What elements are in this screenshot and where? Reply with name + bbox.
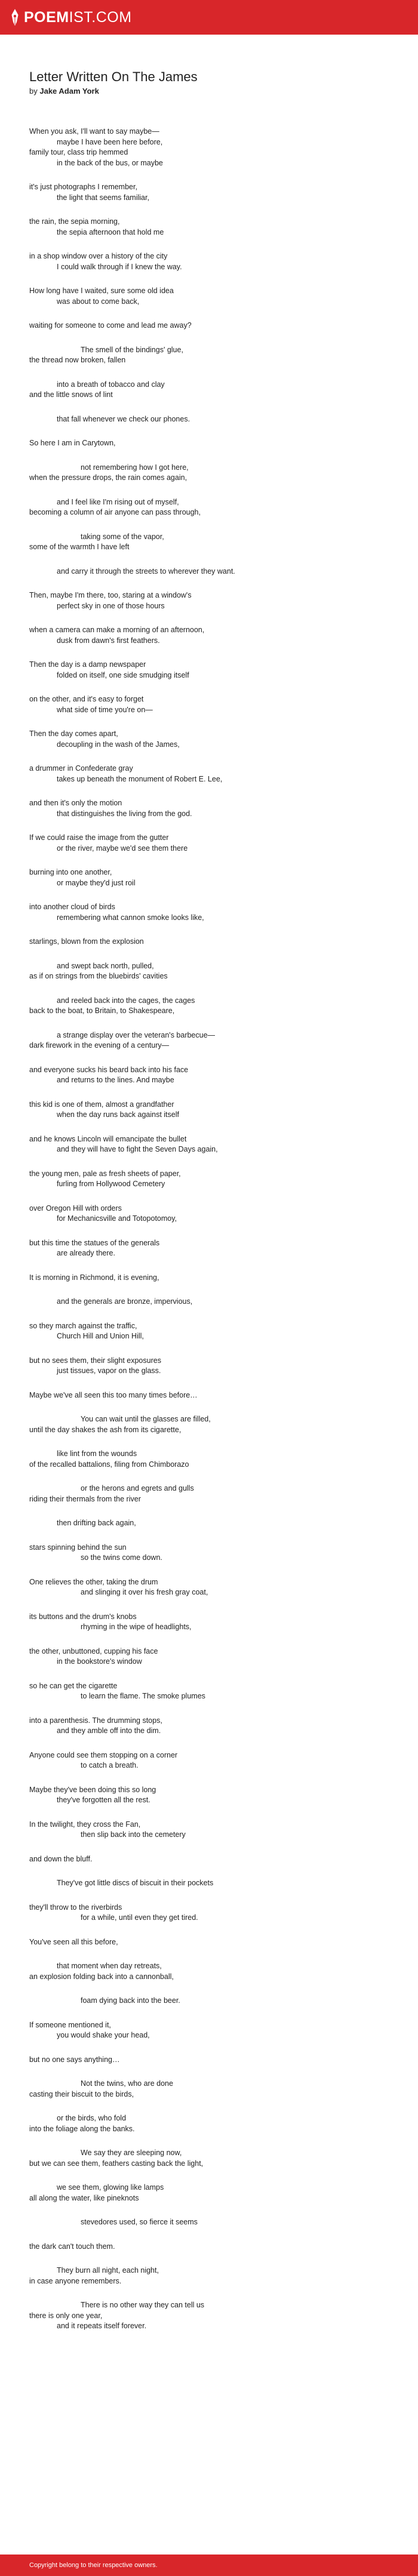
poem-line: and reeled back into the cages, the cages xyxy=(57,996,195,1005)
logo-bold: POEM xyxy=(24,8,69,26)
poem-line: It is morning in Richmond, it is evening, xyxy=(29,1273,159,1282)
poem-line: the other, unbuttoned, cupping his face xyxy=(29,1646,158,1655)
poem-stanza xyxy=(29,764,399,784)
stanza-gap xyxy=(29,238,399,251)
poem-line: You've seen all this before, xyxy=(29,1937,118,1946)
poem-line: In the twilight, they cross the Fan, xyxy=(29,1820,141,1829)
poem-stanza xyxy=(29,937,399,947)
stanza-gap xyxy=(29,1923,399,1937)
poem-line: When you ask, I'll want to say maybe— xyxy=(29,127,159,136)
poem-line: or the herons and egrets and gulls xyxy=(81,1484,194,1492)
poem-stanza xyxy=(29,1854,399,1865)
poem-line: there is only one year, xyxy=(29,2311,103,2320)
poem-stanza xyxy=(29,1449,399,1470)
poem-stanza xyxy=(29,729,399,750)
stanza-gap xyxy=(29,854,399,867)
poem-line: but no one says anything… xyxy=(29,2055,120,2064)
poem-line: but this time the statues of the generals xyxy=(29,1238,160,1247)
poem-stanza xyxy=(29,996,399,1017)
poem-stanza xyxy=(29,1030,399,1051)
poem-line: for a while, until even they get tired. xyxy=(81,1913,198,1922)
stanza-gap xyxy=(29,2252,399,2266)
poem-stanza xyxy=(29,127,399,168)
poem-body xyxy=(29,127,399,2332)
stanza-gap xyxy=(29,2065,399,2079)
poem-line: when the day runs back against itself xyxy=(57,1110,179,1119)
poem-line: Church Hill and Union Hill, xyxy=(57,1332,144,1340)
poem-line: but no sees them, their slight exposures xyxy=(29,1356,161,1365)
poem-title: Letter Written On The James xyxy=(29,69,198,84)
poem-line: burning into one another, xyxy=(29,868,112,876)
poem-stanza xyxy=(29,463,399,484)
logo-wordmark xyxy=(24,9,132,26)
poem-line: starlings, blown from the explosion xyxy=(29,937,144,946)
poem-line: all along the water, like pineknots xyxy=(29,2193,139,2202)
stanza-gap xyxy=(29,2006,399,2020)
author-link[interactable]: Jake Adam York xyxy=(39,87,99,96)
poem-line: it's just photographs I remember, xyxy=(29,183,137,191)
poem-line: a drummer in Confederate gray xyxy=(29,764,133,773)
poem-line: Anyone could see them stopping on a corner xyxy=(29,1750,178,1759)
logo-light: IST.COM xyxy=(69,8,132,26)
stanza-gap xyxy=(29,1889,399,1903)
poem-line: dark firework in the evening of a century— xyxy=(29,1041,170,1050)
stanza-gap xyxy=(29,1864,399,1878)
poem-line: Maybe we've all seen this too many times before… xyxy=(29,1390,198,1399)
poem-line: Then, maybe I'm there, too, staring at a window's xyxy=(29,591,192,599)
poem-line: and down the bluff. xyxy=(29,1854,93,1863)
poem-stanza xyxy=(29,497,399,518)
poem-line: as if on strings from the bluebirds' cavities xyxy=(29,972,168,980)
stanza-gap xyxy=(29,553,399,567)
poem-stanza xyxy=(29,1297,399,1307)
stanza-gap xyxy=(29,982,399,996)
poem-line: the young men, pale as fresh sheets of paper, xyxy=(29,1169,181,1178)
poem-line: waiting for someone to come and lead me away? xyxy=(29,321,192,330)
poem-line: and they will have to fight the Seven Days again, xyxy=(57,1145,218,1153)
stanza-gap xyxy=(29,1947,399,1961)
poem-line: not remembering how I got here, xyxy=(81,463,189,472)
poem-stanza xyxy=(29,694,399,715)
stanza-gap xyxy=(29,401,399,414)
poem-line: riding their thermals from the river xyxy=(29,1494,141,1503)
poem-line: they've forgotten all the rest. xyxy=(57,1796,150,1804)
stanza-gap xyxy=(29,1086,399,1100)
poem-line: that moment when day retreats, xyxy=(57,1962,162,1970)
stanza-gap xyxy=(29,1155,399,1169)
poem-line: that distinguishes the living from the god. xyxy=(57,809,192,818)
poem-line: and they amble off into the dim. xyxy=(57,1726,161,1735)
poem-line: They've got little discs of biscuit in their pockets xyxy=(57,1879,214,1887)
poem-stanza xyxy=(29,660,399,681)
poem-line: so they march against the traffic, xyxy=(29,1321,137,1330)
poem-stanza xyxy=(29,902,399,923)
stanza-gap xyxy=(29,1121,399,1134)
poem-line: casting their biscuit to the birds, xyxy=(29,2089,134,2098)
poem-line: when the pressure drops, the rain comes again, xyxy=(29,473,188,482)
poem-stanza xyxy=(29,1134,399,1155)
poem-line: remembering what cannon smoke looks like, xyxy=(57,913,204,922)
stanza-gap xyxy=(29,1224,399,1238)
poem-stanza xyxy=(29,2300,399,2332)
poem-line: into a parenthesis. The drumming stops, xyxy=(29,1716,162,1725)
poem-line: and slinging it over his fresh gray coat, xyxy=(81,1588,208,1596)
poem-line: some of the warmth I have left xyxy=(29,543,130,551)
poem-line: into a breath of tobacco and clay xyxy=(57,380,165,389)
poem-stanza xyxy=(29,414,399,425)
poem-stanza xyxy=(29,1204,399,1224)
poem-line: just tissues, vapor on the glass. xyxy=(57,1367,161,1375)
poem-stanza xyxy=(29,1646,399,1667)
poem-line: of the recalled battalions, filing from Chimborazo xyxy=(29,1460,189,1469)
poem-stanza xyxy=(29,217,399,238)
poem-line: If we could raise the image from the gutter xyxy=(29,833,169,842)
poem-stanza xyxy=(29,2217,399,2228)
poem-stanza xyxy=(29,286,399,307)
poem-line: in the back of the bus, or maybe xyxy=(57,158,163,167)
poem-stanza xyxy=(29,380,399,401)
stanza-gap xyxy=(29,2041,399,2055)
stanza-gap xyxy=(29,784,399,798)
poem-stanza xyxy=(29,590,399,611)
poem-stanza xyxy=(29,1414,399,1435)
poem-stanza xyxy=(29,182,399,203)
poem-stanza xyxy=(29,1785,399,1806)
site-logo[interactable] xyxy=(11,8,132,26)
stanza-gap xyxy=(29,1737,399,1750)
poem-line: but we can see them, feathers casting back the light, xyxy=(29,2159,204,2168)
poem-line: Then the day is a damp newspaper xyxy=(29,660,146,669)
poem-line: the dark can't touch them. xyxy=(29,2242,115,2251)
poem-line: If someone mentioned it, xyxy=(29,2020,111,2029)
poem-line: the rain, the sepia morning, xyxy=(29,217,120,226)
poem-line: family tour, class trip hemmed xyxy=(29,148,128,156)
poem-stanza xyxy=(29,1238,399,1259)
poem-line: on the other, and it's easy to forget xyxy=(29,695,144,703)
poem-stanza xyxy=(29,438,399,449)
poem-stanza xyxy=(29,1681,399,1702)
stanza-gap xyxy=(29,366,399,380)
poem-line: for Mechanicsville and Totopotomoy, xyxy=(57,1214,177,1223)
stanza-gap xyxy=(29,1529,399,1543)
stanza-gap xyxy=(29,484,399,497)
stanza-gap xyxy=(29,307,399,321)
poem-line: I could walk through if I knew the way. xyxy=(57,262,182,271)
site-footer xyxy=(0,2555,418,2576)
poem-line: an explosion folding back into a cannonball, xyxy=(29,1972,174,1981)
stanza-gap xyxy=(29,2203,399,2217)
poem-line: they'll throw to the riverbirds xyxy=(29,1903,122,1912)
poem-stanza xyxy=(29,1518,399,1529)
poem-line: a strange display over the veteran's barbecue— xyxy=(57,1030,216,1039)
poem-line: or maybe they'd just roil xyxy=(57,878,136,887)
stanza-gap xyxy=(29,819,399,833)
poem-stanza xyxy=(29,867,399,888)
stanza-gap xyxy=(29,1283,399,1297)
stanza-gap xyxy=(29,2228,399,2242)
poem-line: or the birds, who fold xyxy=(57,2114,127,2122)
poem-line: so he can get the cigarette xyxy=(29,1681,118,1690)
poem-line: takes up beneath the monument of Robert E. Lee, xyxy=(57,774,223,783)
stanza-gap xyxy=(29,1259,399,1273)
poem-line: decoupling in the wash of the James, xyxy=(57,740,180,749)
poem-line: Then the day comes apart, xyxy=(29,730,118,738)
poem-stanza xyxy=(29,2266,399,2286)
stanza-gap xyxy=(29,1667,399,1681)
poem-stanza xyxy=(29,1065,399,1086)
poem-stanza xyxy=(29,2148,399,2169)
poem-line: over Oregon Hill with orders xyxy=(29,1204,122,1212)
stanza-gap xyxy=(29,1470,399,1484)
poem-line: maybe I have been here before, xyxy=(57,137,163,146)
poem-stanza xyxy=(29,1273,399,1284)
poem-line: back to the boat, to Britain, to Shakespeare, xyxy=(29,1007,175,1015)
poem-stanza xyxy=(29,567,399,577)
poem-line: you would shake your head, xyxy=(57,2031,150,2039)
poem-line: So here I am in Carytown, xyxy=(29,439,116,447)
poem-line: foam dying back into the beer. xyxy=(81,1996,180,2005)
stanza-gap xyxy=(29,1982,399,1996)
poem-stanza xyxy=(29,2020,399,2041)
poem-stanza xyxy=(29,961,399,982)
stanza-gap xyxy=(29,449,399,463)
poem-line: like lint from the wounds xyxy=(57,1449,137,1458)
stanza-gap xyxy=(29,888,399,902)
poem-line: Maybe they've been doing this so long xyxy=(29,1785,156,1794)
poem-line: and the little snows of lint xyxy=(29,390,113,399)
poem-stanza xyxy=(29,1169,399,1190)
poem-stanza xyxy=(29,1321,399,1342)
poem-line: You can wait until the glasses are filled, xyxy=(81,1415,211,1423)
poem-stanza xyxy=(29,1543,399,1564)
stanza-gap xyxy=(29,1190,399,1204)
poem-stanza xyxy=(29,2113,399,2134)
poem-stanza xyxy=(29,1750,399,1771)
stanza-gap xyxy=(29,1307,399,1321)
poem-stanza xyxy=(29,532,399,553)
poem-line: then slip back into the cemetery xyxy=(81,1830,186,1839)
poem-line: They burn all night, each night, xyxy=(57,2266,159,2275)
poem-stanza xyxy=(29,1937,399,1948)
stanza-gap xyxy=(29,923,399,937)
poem-line: There is no other way they can tell us xyxy=(81,2301,205,2309)
poem-line: in the bookstore's window xyxy=(57,1657,142,1666)
poem-line: until the day shakes the ash from its cigarette, xyxy=(29,1425,182,1434)
poem-line: in a shop window over a history of the city xyxy=(29,252,168,260)
stanza-gap xyxy=(29,518,399,532)
stanza-gap xyxy=(29,1806,399,1820)
poem-line: the thread now broken, fallen xyxy=(29,356,126,364)
poem-line: to learn the flame. The smoke plumes xyxy=(81,1692,205,1700)
stanza-gap xyxy=(29,1771,399,1785)
poem-stanza xyxy=(29,1577,399,1598)
poem-stanza xyxy=(29,1612,399,1633)
poem-line: perfect sky in one of those hours xyxy=(57,601,165,610)
poem-line: and he knows Lincoln will emancipate the bullet xyxy=(29,1134,187,1143)
poem-stanza xyxy=(29,1903,399,1923)
stanza-gap xyxy=(29,646,399,660)
stanza-gap xyxy=(29,750,399,764)
poem-line: we see them, glowing like lamps xyxy=(57,2183,164,2192)
poem-line: its buttons and the drum's knobs xyxy=(29,1612,137,1621)
poem-line: taking some of the vapor, xyxy=(81,532,164,541)
stanza-gap xyxy=(29,1598,399,1612)
poem-line: or the river, maybe we'd see them there xyxy=(57,844,188,852)
stanza-gap xyxy=(29,203,399,217)
stanza-gap xyxy=(29,1504,399,1518)
stanza-gap xyxy=(29,577,399,590)
poem-stanza xyxy=(29,1716,399,1737)
stanza-gap xyxy=(29,272,399,286)
poem-line: and I feel like I'm rising out of myself, xyxy=(57,497,179,506)
poem-stanza xyxy=(29,321,399,331)
poem-stanza xyxy=(29,251,399,272)
poem-stanza xyxy=(29,2055,399,2066)
poem-line: and carry it through the streets to wherever they want. xyxy=(57,567,235,575)
stanza-gap xyxy=(29,1702,399,1716)
poem-stanza xyxy=(29,1484,399,1504)
stanza-gap xyxy=(29,715,399,729)
poem-stanza xyxy=(29,1390,399,1401)
poem-stanza xyxy=(29,2242,399,2252)
poem-line: folded on itself, one side smudging itself xyxy=(57,670,189,679)
poem-line: The smell of the bindings' glue, xyxy=(81,345,183,354)
poem-stanza xyxy=(29,1356,399,1377)
poem-stanza xyxy=(29,1820,399,1841)
poem-line: and swept back north, pulled, xyxy=(57,961,154,970)
poem-line: this kid is one of them, almost a grandfather xyxy=(29,1100,174,1109)
byline-prefix: by xyxy=(29,87,38,96)
poem-line: the light that seems familiar, xyxy=(57,193,149,202)
poem-line: and then it's only the motion xyxy=(29,799,122,807)
poem-line: the sepia afternoon that hold me xyxy=(57,227,164,236)
poem-line: rhyming in the wipe of headlights, xyxy=(81,1623,192,1631)
poem-line: that fall whenever we check our phones. xyxy=(57,414,190,423)
poem-stanza xyxy=(29,2079,399,2100)
stanza-gap xyxy=(29,947,399,961)
stanza-gap xyxy=(29,1435,399,1449)
stanza-gap xyxy=(29,1401,399,1414)
stanza-gap xyxy=(29,168,399,182)
poem-line: and returns to the lines. And maybe xyxy=(57,1076,174,1084)
poem-line: We say they are sleeping now, xyxy=(81,2149,182,2157)
stanza-gap xyxy=(29,1377,399,1390)
poem-stanza xyxy=(29,2183,399,2203)
poem-line: furling from Hollywood Cemetery xyxy=(57,1180,165,1188)
poem-line: into another cloud of birds xyxy=(29,903,115,911)
poem-line: so the twins come down. xyxy=(81,1553,162,1562)
poem-line: to catch a breath. xyxy=(81,1761,139,1769)
stanza-gap xyxy=(29,1633,399,1646)
poem-line: in case anyone remembers. xyxy=(29,2276,122,2285)
stanza-gap xyxy=(29,331,399,345)
stanza-gap xyxy=(29,1564,399,1577)
poem-stanza xyxy=(29,345,399,366)
poem-stanza xyxy=(29,1996,399,2006)
stanza-gap xyxy=(29,611,399,625)
pen-nib-icon xyxy=(11,8,19,26)
poem-line: becoming a column of air anyone can pass through, xyxy=(29,508,201,516)
poem-line: into the foliage along the banks. xyxy=(29,2124,135,2133)
stanza-gap xyxy=(29,2169,399,2183)
stanza-gap xyxy=(29,1017,399,1030)
poem-line: when a camera can make a morning of an afternoon, xyxy=(29,626,205,634)
poem-line: Not the twins, who are done xyxy=(81,2079,173,2088)
poem-line: How long have I waited, sure some old idea xyxy=(29,287,174,295)
site-header xyxy=(0,0,418,35)
poem-line: was about to come back, xyxy=(57,297,140,306)
poem-stanza xyxy=(29,833,399,854)
poem-stanza xyxy=(29,798,399,819)
stanza-gap xyxy=(29,681,399,694)
poem-line: dusk from dawn's first feathers. xyxy=(57,636,160,645)
footer-copyright: Copyright belong to their respective owners. xyxy=(29,2562,158,2569)
stanza-gap xyxy=(29,424,399,438)
poem-stanza xyxy=(29,625,399,646)
stanza-gap xyxy=(29,2100,399,2113)
poem-byline xyxy=(29,87,99,96)
poem-stanza xyxy=(29,1878,399,1889)
poem-stanza xyxy=(29,1100,399,1121)
stanza-gap xyxy=(29,1342,399,1356)
poem-line: One relieves the other, taking the drum xyxy=(29,1577,158,1586)
poem-line: are already there. xyxy=(57,1249,115,1257)
stanza-gap xyxy=(29,2134,399,2148)
poem-line: and it repeats itself forever. xyxy=(57,2322,147,2330)
poem-line: then drifting back again, xyxy=(57,1519,136,1527)
poem-line: stevedores used, so fierce it seems xyxy=(81,2218,198,2226)
stanza-gap xyxy=(29,1841,399,1854)
poem-line: what side of time you're on— xyxy=(57,705,153,714)
poem-line: stars spinning behind the sun xyxy=(29,1543,127,1552)
stanza-gap xyxy=(29,1051,399,1065)
poem-line: and the generals are bronze, impervious, xyxy=(57,1297,193,1306)
stanza-gap xyxy=(29,2286,399,2300)
poem-line: and everyone sucks his beard back into his face xyxy=(29,1065,189,1074)
poem-stanza xyxy=(29,1961,399,1982)
